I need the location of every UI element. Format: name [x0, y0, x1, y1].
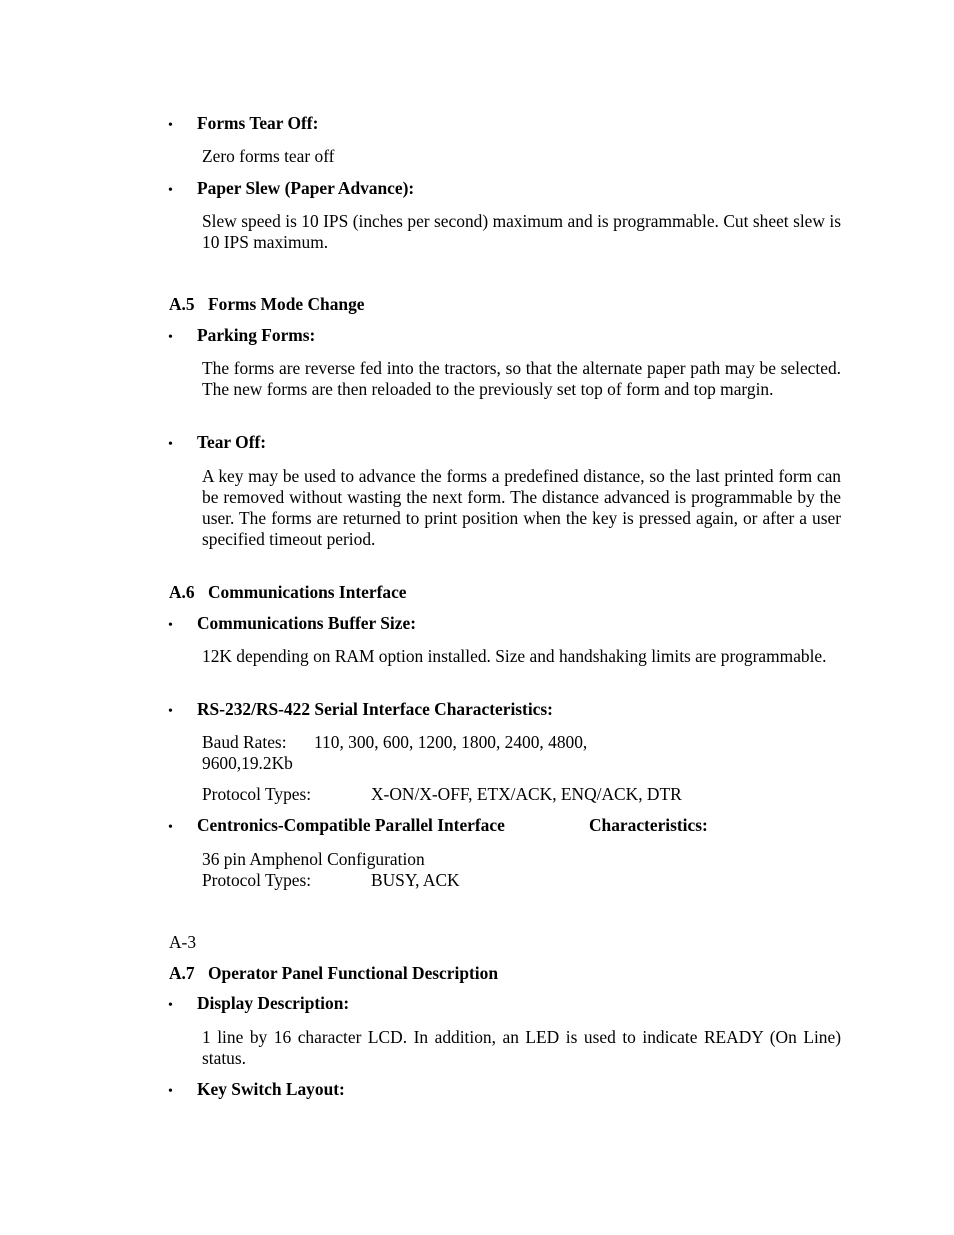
serial-protocol-values: X-ON/X-OFF, ETX/ACK, ENQ/ACK, DTR	[371, 784, 682, 804]
paper-slew-text: Slew speed is 10 IPS (inches per second) maximum and is programmable. Cut sheet slew is 10 IPS maximum.	[202, 211, 841, 252]
parallel-protocol-label: Protocol Types:	[202, 870, 312, 890]
section-title: Forms Mode Change	[208, 294, 365, 314]
bullet-marker: •	[168, 1084, 173, 1099]
parallel-interface-label: Centronics-Compatible Parallel Interface	[197, 815, 505, 835]
bullet-marker: •	[168, 998, 173, 1013]
parking-forms-text: The forms are reverse fed into the tractors, so that the alternate paper path may be selected. The new forms are then reloaded to the previously set top of form and top margin.	[202, 358, 841, 399]
serial-protocol-label: Protocol Types:	[202, 784, 312, 804]
bullet-marker: •	[168, 437, 173, 452]
section-title: Communications Interface	[208, 582, 407, 602]
forms-tear-off-text: Zero forms tear off	[202, 146, 335, 166]
section-number: A.6	[169, 582, 195, 602]
baud-rates-label: Baud Rates:	[202, 732, 287, 752]
forms-tear-off-label: Forms Tear Off:	[197, 113, 319, 133]
tear-off-text: A key may be used to advance the forms a predefined distance, so the last printed form can be removed without wasting the next form. The distance advanced is programmable by the user. The forms are returned to print position when the key is pressed again, or after a user specified timeout period.	[202, 466, 841, 549]
section-heading-a6	[169, 582, 407, 603]
section-heading-a7	[169, 963, 498, 984]
display-description-label: Display Description:	[197, 993, 350, 1013]
section-title: Operator Panel Functional Description	[208, 963, 498, 983]
parallel-protocol-values: BUSY, ACK	[371, 870, 460, 890]
baud-rates-values-continued: 9600,19.2Kb	[202, 753, 293, 773]
bullet-marker: •	[168, 330, 173, 345]
parallel-config-text: 36 pin Amphenol Configuration	[202, 849, 425, 869]
bullet-marker: •	[168, 183, 173, 198]
section-heading-a5	[169, 294, 365, 315]
baud-rates-values: 110, 300, 600, 1200, 1800, 2400, 4800,	[314, 732, 588, 752]
parking-forms-label: Parking Forms:	[197, 325, 316, 345]
buffer-size-text: 12K depending on RAM option installed. Size and handshaking limits are programmable.	[202, 646, 827, 666]
buffer-size-label: Communications Buffer Size:	[197, 613, 416, 633]
key-switch-layout-label: Key Switch Layout:	[197, 1079, 345, 1099]
tear-off-label: Tear Off:	[197, 432, 267, 452]
bullet-marker: •	[168, 118, 173, 133]
parallel-interface-label-suffix: Characteristics:	[589, 815, 708, 835]
section-number: A.5	[169, 294, 195, 314]
paper-slew-label: Paper Slew (Paper Advance):	[197, 178, 415, 198]
page-number: A-3	[169, 932, 197, 952]
section-number: A.7	[169, 963, 195, 983]
bullet-marker: •	[168, 820, 173, 835]
bullet-marker: •	[168, 618, 173, 633]
bullet-marker: •	[168, 704, 173, 719]
display-description-text: 1 line by 16 character LCD. In addition, an LED is used to indicate READY (On Line) status.	[202, 1027, 841, 1068]
serial-interface-label: RS-232/RS-422 Serial Interface Characteristics:	[197, 699, 553, 719]
